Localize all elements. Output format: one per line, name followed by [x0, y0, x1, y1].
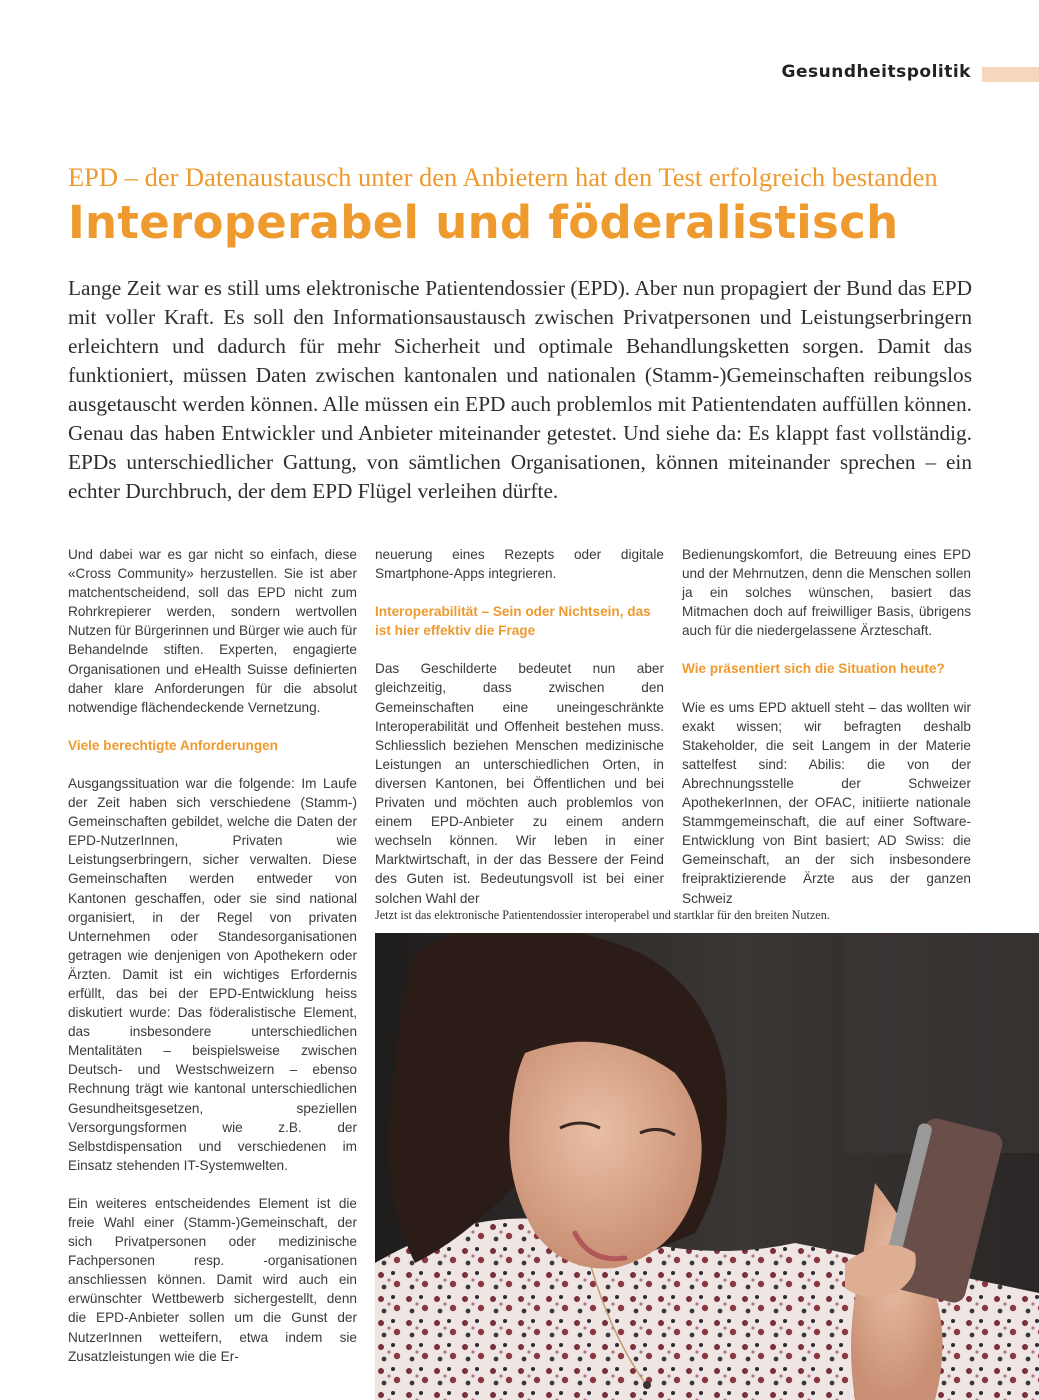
paragraph: Bedienungskomfort, die Betreuung eines EPD und der Mehrnutzen, denn die Menschen sollen ja ein solches wünschen, basiert das Mitmachen doch auf freiwilliger Basis, übrigens auch für die niedergelassene Ärzteschaft.: [682, 547, 971, 639]
paragraph: Ein weiteres entscheidendes Element ist die freie Wahl einer (Stamm-)Gemeinschaft, der sich Privatpersonen oder medizinische Fachpersonen resp. -organisationen anschliessen können. Damit wird auch ein erwünschter Wettbewerb sichergestellt, denn die EPD-Anbieter sollen um die Gunst der NutzerInnen wetteifern, etwa indem sie Zusatzleistungen wie die Er-: [68, 1195, 357, 1364]
article-headline: Interoperabel und föderalistisch: [68, 196, 899, 249]
subheading: Wie präsentiert sich die Situation heute?: [682, 661, 945, 677]
paragraph: Das Geschilderte bedeutet nun aber gleichzeitig, dass zwischen den Gemeinschaften eine uneingeschränkte Interoperabilität und Offenheit bestehen muss. Schliesslich beziehen Menschen medizinische Leistungen an unterschiedlichen Orten, in diversen Kantonen, bei Öffentlichen und bei Privaten und möchten auch problemlos von einem EPD-Anbieter zu einem andern wechseln können. Wir leben in einer Marktwirtschaft, in der das Bessere der Feind des Guten ist. Bedeutungsvoll ist bei einer solchen Wahl der: [375, 661, 664, 906]
article-kicker: EPD – der Datenaustausch unter den Anbietern hat den Test erfolgreich bestanden: [68, 162, 938, 192]
paragraph: Ausgangssituation war die folgende: Im Laufe der Zeit haben sich verschiedene (Stamm-) Gemeinschaften gebildet, welche die Daten der EPD-NutzerInnen, Privaten wie Leistungserbringern, sicher verwalten. Diese Gemeinschaften werden entweder von Kantonen geschaffen, oder sie sind national organisiert, in der Regel von privaten Unternehmen oder Standesorganisationen getragen wie denjenigen von Apothekern oder Ärzten. Damit ist ein wichtiges Erfordernis erfüllt, das bei der EPD-Entwicklung heiss diskutiert wurde: Das föderalistische Element, das insbesondere unterschiedlichen Mentalitäten – beispielsweise zwischen Deutsch- und Westschweizern – ebenso Rechnung trägt wie kantonal unterschiedlichen Gesundheitsgesetzen, speziellen Versorgungsformen wie z.B. der Selbstdispensation und verschiedenen im Einsatz stehenden IT-Systemwelten.: [68, 775, 357, 1173]
article-photo: [375, 933, 1039, 1400]
article-lead: Lange Zeit war es still ums elektronische Patientendossier (EPD). Aber nun propagiert der Bund das EPD mit voller Kraft. Es soll den Informationsaustausch zwischen Privatpersonen und Leistungserbringern erleichtern und dadurch für mehr Sicherheit und optimale Behandlungsketten sorgen. Damit das funktioniert, müssen Daten zwischen kantonalen und nationalen (Stamm-)Gemeinschaften reibungslos ausgetauscht werden können. Alle müssen ein EPD auch problemlos mit Patientendaten auffüllen können. Genau das haben Entwickler und Anbieter miteinander getestet. Und siehe da: Es klappt fast vollständig. EPDs unterschiedlicher Gattung, von sämtlichen Organisationen, können miteinander sprechen – ein echter Durchbruch, der dem EPD Flügel verleihen dürfte.: [68, 276, 972, 503]
subheading: Viele berechtigte Anforderungen: [68, 737, 278, 753]
paragraph: Wie es ums EPD aktuell steht – das wollten wir exakt wissen; wir befragten deshalb Stakeholder, die seit Langem in der Materie sattelfest sind: Abilis: die von der Abrechnungsstelle der Schweizer ApothekerInnen, der OFAC, initiierte nationale Stammgemeinschaft, die auf einer Software-Entwicklung von Bint basiert; AD Swiss: die Gemeinschaft, an der sich insbesondere freipraktizierende Ärzte aus der ganzen Schweiz: [682, 699, 971, 906]
column-3: [682, 545, 971, 927]
subheading: Interoperabilität – Sein oder Nichtsein, das ist hier effektiv die Frage: [375, 604, 651, 639]
section-accent-bar: [982, 67, 1039, 82]
photo-caption: Jetzt ist das elektronische Patientendossier interoperabel und startklar für den breiten Nutzen.: [375, 908, 830, 922]
column-1: [68, 545, 357, 1385]
column-2: [375, 545, 664, 927]
paragraph: neuerung eines Rezepts oder digitale Smartphone-Apps integrieren.: [375, 547, 664, 582]
paragraph: Und dabei war es gar nicht so einfach, diese «Cross Community» herzustellen. Sie ist aber matchentscheidend, soll das EPD nicht zum Rohrkrepierer werden, sondern wertvollen Nutzen für Bürgerinnen und Bürger wie auch für Behandelnde stiften. Experten, engagierte Organisationen und eHealth Suisse definierten daher klare Anforderungen für die absolut notwendige flächendeckende Vernetzung.: [68, 547, 357, 715]
section-label: Gesundheitspolitik: [781, 62, 971, 82]
